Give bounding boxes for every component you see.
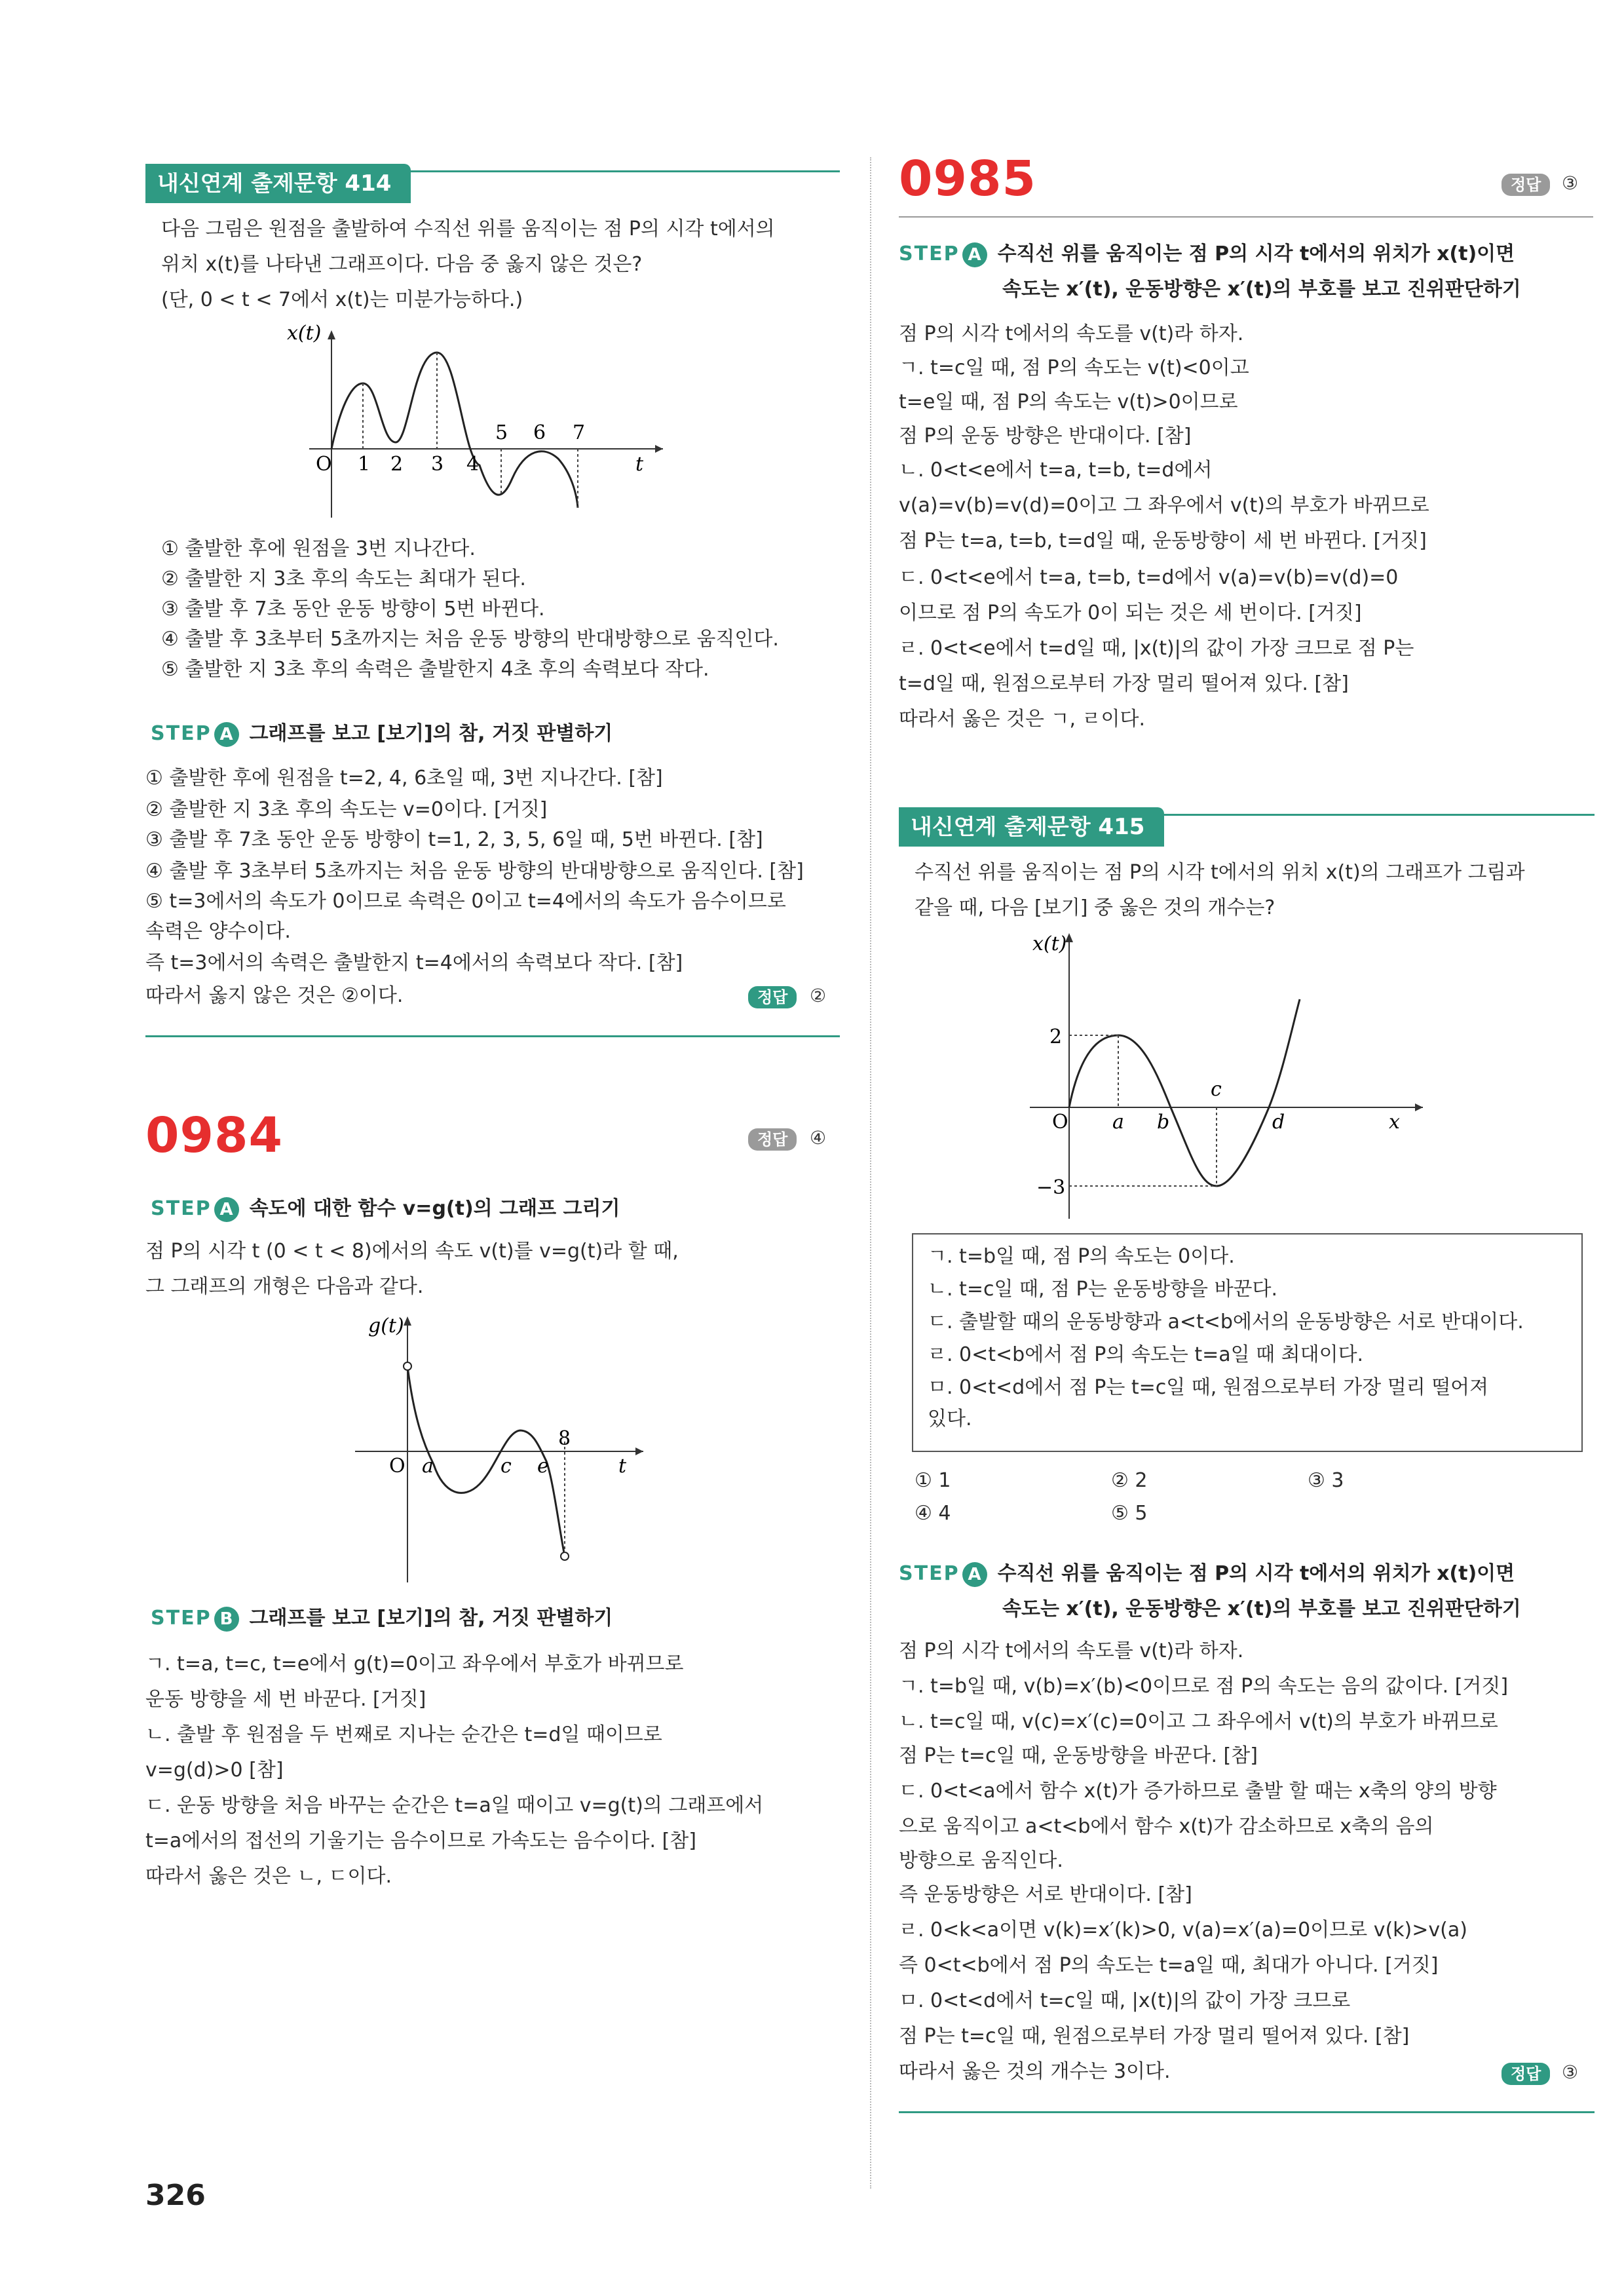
option-2: ② 출발한 지 3초 후의 속도는 최대가 된다.	[161, 567, 526, 590]
left-column	[145, 0, 840, 2162]
step-b-heading-0984	[151, 1605, 613, 1632]
open-endpoint	[561, 1552, 569, 1560]
label-minus3: −3	[1036, 1176, 1066, 1199]
header-rule	[899, 216, 1593, 218]
solution-line: 점 P의 시각 t에서의 속도를 v(t)라 하자.	[899, 1639, 1244, 1662]
answer-badge: 정답	[1501, 174, 1550, 196]
origin-label: O	[1052, 1111, 1068, 1134]
problem-number-0984: 0984	[145, 1107, 283, 1164]
step-word: STEP	[151, 722, 212, 745]
section-rule	[145, 1035, 840, 1037]
exam-414-header: 내신연계 출제문항 414	[145, 164, 411, 203]
solution-line: ㄷ. 0<t<a에서 함수 x(t)가 증가하므로 출발 할 때는 x축의 양의 방향	[899, 1780, 1497, 1803]
solution-line: 점 P의 운동 방향은 반대이다. [참]	[899, 425, 1192, 448]
solution-line: 방향으로 움직인다.	[899, 1849, 1063, 1872]
solution-line: ㅁ. 0<t<d에서 t=c일 때, |x(t)|의 값이 가장 크므로	[899, 1989, 1351, 2012]
y-axis-label: g(t)	[368, 1314, 404, 1337]
bogi-item: ㄱ. t=b일 때, 점 P의 속도는 0이다.	[928, 1245, 1235, 1268]
tick-label: 4	[466, 453, 480, 476]
step-word: STEP	[151, 1197, 212, 1220]
step-letter-badge: A	[214, 1197, 239, 1222]
t-axis-arrow	[1415, 1103, 1423, 1111]
y-axis-label: x(t)	[287, 322, 322, 345]
label-e: e	[537, 1455, 549, 1478]
problem-number-0985: 0985	[899, 151, 1036, 207]
y-axis-label: x(t)	[1032, 932, 1067, 955]
step-title: 그래프를 보고 [보기]의 참, 거짓 판별하기	[249, 1607, 613, 1630]
step-title-line-2: 속도는 x′(t), 운동방향은 x′(t)의 부호를 보고 진위판단하기	[1002, 278, 1521, 301]
column-divider	[870, 157, 871, 2189]
solution-line: t=a에서의 접선의 기울기는 음수이므로 가속도는 음수이다. [참]	[145, 1829, 696, 1852]
solution-line: 따라서 옳은 것의 개수는 3이다.	[899, 2060, 1171, 2083]
tick-label: 7	[573, 421, 586, 444]
solution-line: ㄴ. 출발 후 원점을 두 번째로 지나는 순간은 t=d일 때이므로	[145, 1723, 662, 1746]
page-number: 326	[145, 2179, 206, 2212]
solution-line: ㄴ. t=c일 때, v(c)=x′(c)=0이고 그 좌우에서 v(t)의 부호가 바뀌므로	[899, 1710, 1498, 1733]
answer-value: ④	[810, 1127, 827, 1149]
answer-badge: 정답	[748, 986, 797, 1008]
exam-414-header-rule	[145, 170, 840, 172]
exam-414-question-line: 다음 그림은 원점을 출발하여 수직선 위를 움직이는 점 P의 시각 t에서의	[161, 218, 775, 240]
t-axis-arrow	[635, 1447, 643, 1455]
step-title-line: 수직선 위를 움직이는 점 P의 시각 t에서의 위치가 x(t)이면	[997, 1562, 1515, 1585]
label-a: a	[1112, 1111, 1124, 1134]
answer-badge: 정답	[748, 1128, 797, 1151]
solution-line: 으로 움직이고 a<t<b에서 함수 x(t)가 감소하므로 x축의 음의	[899, 1815, 1434, 1838]
position-graph-415	[1030, 924, 1423, 1219]
label-d: d	[1272, 1111, 1285, 1134]
step-a-heading-0985	[899, 241, 1515, 267]
solution-line: ㄷ. 0<t<e에서 t=a, t=b, t=d에서 v(a)=v(b)=v(d)=0	[899, 566, 1399, 589]
position-graph-414	[287, 321, 663, 518]
label-b: b	[1157, 1111, 1170, 1134]
solution-line: ㄱ. t=b일 때, v(b)=x′(b)<0이므로 점 P의 속도는 음의 값이다. [거짓]	[899, 1675, 1509, 1698]
x-axis-label: x	[1389, 1111, 1400, 1134]
label-c: c	[500, 1455, 512, 1478]
step-word: STEP	[899, 1562, 960, 1585]
solution-line: ② 출발한 지 3초 후의 속도는 v=0이다. [거짓]	[145, 798, 548, 821]
solution-line: ㄴ. 0<t<e에서 t=a, t=b, t=d에서	[899, 459, 1213, 482]
solution-line: 점 P는 t=a, t=b, t=d일 때, 운동방향이 세 번 바뀐다. [거짓]	[899, 529, 1427, 552]
intro-line: 점 P의 시각 t (0 < t < 8)에서의 속도 v(t)를 v=g(t)라 할 때,	[145, 1240, 679, 1263]
choice-4: ④ 4	[915, 1502, 951, 1525]
solution-line: 점 P는 t=c일 때, 운동방향을 바꾼다. [참]	[899, 1744, 1258, 1767]
label-c: c	[1211, 1078, 1222, 1101]
answer-value: ②	[810, 985, 827, 1006]
section-rule	[899, 2111, 1595, 2113]
tick-label: 5	[495, 421, 508, 444]
solution-line: 즉 t=3에서의 속력은 출발한지 t=4에서의 속력보다 작다. [참]	[145, 951, 683, 974]
solution-line: ① 출발한 후에 원점을 t=2, 4, 6초일 때, 3번 지나간다. [참]	[145, 767, 663, 790]
solution-line: 점 P의 시각 t에서의 속도를 v(t)라 하자.	[899, 322, 1244, 345]
g-axis-arrow	[404, 1316, 411, 1326]
choice-1: ① 1	[915, 1469, 951, 1492]
tick-label: 6	[533, 421, 546, 444]
solution-line: 따라서 옳은 것은 ㄴ, ㄷ이다.	[145, 1865, 392, 1888]
solution-line: 이므로 점 P의 속도가 0이 되는 것은 세 번이다. [거짓]	[899, 602, 1362, 624]
step-word: STEP	[151, 1607, 212, 1630]
option-4: ④ 출발 후 3초부터 5초까지는 처음 운동 방향의 반대방향으로 움직인다.	[161, 628, 779, 651]
step-a-heading-0984	[151, 1196, 620, 1222]
origin-label: O	[316, 453, 332, 476]
option-1: ① 출발한 후에 원점을 3번 지나간다.	[161, 537, 476, 560]
step-title: 그래프를 보고 [보기]의 참, 거짓 판별하기	[249, 722, 613, 745]
solution-line: 따라서 옳은 것은 ㄱ, ㄹ이다.	[899, 708, 1145, 731]
bogi-item: ㄷ. 출발할 때의 운동방향과 a<t<b에서의 운동방향은 서로 반대이다.	[928, 1311, 1524, 1333]
option-5: ⑤ 출발한 지 3초 후의 속력은 출발한지 4초 후의 속력보다 작다.	[161, 658, 709, 681]
t-axis-label: t	[635, 453, 644, 476]
solution-line: ㄱ. t=c일 때, 점 P의 속도는 v(t)<0이고	[899, 356, 1249, 379]
solution-line: v=g(d)>0 [참]	[145, 1759, 284, 1782]
option-3: ③ 출발 후 7초 동안 운동 방향이 5번 바뀐다.	[161, 598, 545, 621]
label-a: a	[422, 1455, 434, 1478]
step-a-heading-415	[899, 1561, 1515, 1587]
step-word: STEP	[899, 242, 960, 265]
bogi-item: 있다.	[928, 1407, 972, 1430]
bogi-item: ㄴ. t=c일 때, 점 P는 운동방향을 바꾼다.	[928, 1278, 1278, 1301]
open-endpoint	[404, 1362, 411, 1370]
t-axis-label: t	[618, 1455, 627, 1478]
exam-414-question-line: (단, 0 < t < 7에서 x(t)는 미분가능하다.)	[161, 288, 523, 311]
choice-3: ③ 3	[1308, 1469, 1344, 1492]
solution-line: 즉 운동방향은 서로 반대이다. [참]	[899, 1883, 1192, 1906]
label-2: 2	[1049, 1025, 1063, 1048]
solution-line: t=e일 때, 점 P의 속도는 v(t)>0이므로	[899, 391, 1238, 413]
t-axis-arrow	[655, 445, 663, 453]
solution-line: v(a)=v(b)=v(d)=0이고 그 좌우에서 v(t)의 부호가 바뀌므로	[899, 494, 1429, 517]
step-title-line-2: 속도는 x′(t), 운동방향은 x′(t)의 부호를 보고 진위판단하기	[1002, 1598, 1521, 1620]
tick-label: 2	[390, 453, 404, 476]
solution-line: ④ 출발 후 3초부터 5초까지는 처음 운동 방향의 반대방향으로 움직인다. [참]	[145, 860, 804, 883]
solution-line: ㄹ. 0<k<a이면 v(k)=x′(k)>0, v(a)=x′(a)=0이므로 v(k)>v(a)	[899, 1919, 1467, 1942]
right-column	[899, 0, 1595, 2162]
answer-value: ③	[1562, 2061, 1579, 2083]
choice-2: ② 2	[1111, 1469, 1148, 1492]
step-a-heading-414	[151, 721, 613, 747]
solution-line: ㄷ. 운동 방향을 처음 바꾸는 순간은 t=a일 때이고 v=g(t)의 그래프에서	[145, 1794, 764, 1817]
tick-label: 3	[431, 453, 444, 476]
bogi-item: ㄹ. 0<t<b에서 점 P의 속도는 t=a일 때 최대이다.	[928, 1343, 1364, 1366]
solution-line: ⑤ t=3에서의 속도가 0이므로 속력은 0이고 t=4에서의 속도가 음수이므로	[145, 890, 786, 913]
solution-line: t=d일 때, 원점으로부터 가장 멀리 떨어져 있다. [참]	[899, 672, 1349, 695]
step-title-line: 수직선 위를 움직이는 점 P의 시각 t에서의 위치가 x(t)이면	[997, 242, 1515, 265]
exam-415-header: 내신연계 출제문항 415	[899, 807, 1164, 847]
exam-415-header-rule	[899, 814, 1595, 816]
answer-value: ③	[1562, 172, 1579, 194]
solution-line: 점 P는 t=c일 때, 원점으로부터 가장 멀리 떨어져 있다. [참]	[899, 2025, 1410, 2048]
solution-line: 운동 방향을 세 번 바꾼다. [거짓]	[145, 1688, 426, 1711]
answer-badge: 정답	[1501, 2063, 1550, 2085]
step-letter-badge: A	[214, 722, 239, 747]
solution-line: ㄹ. 0<t<e에서 t=d일 때, |x(t)|의 값이 가장 크므로 점 P는	[899, 637, 1414, 660]
x-axis-arrow	[328, 330, 335, 339]
step-letter-badge: B	[214, 1607, 239, 1632]
tick-label: 1	[358, 453, 371, 476]
origin-label: O	[389, 1455, 406, 1478]
exam-415-question-line: 같을 때, 다음 [보기] 중 옳은 것의 개수는?	[915, 896, 1275, 919]
solution-line: ③ 출발 후 7초 동안 운동 방향이 t=1, 2, 3, 5, 6일 때, 5번 바뀐다. [참]	[145, 828, 763, 851]
intro-line: 그 그래프의 개형은 다음과 같다.	[145, 1275, 424, 1298]
step-title: 속도에 대한 함수 v=g(t)의 그래프 그리기	[249, 1197, 620, 1220]
velocity-graph-0984	[349, 1307, 643, 1582]
step-letter-badge: A	[962, 1562, 987, 1587]
solution-line: 속력은 양수이다.	[145, 920, 291, 943]
bogi-item: ㅁ. 0<t<d에서 점 P는 t=c일 때, 원점으로부터 가장 멀리 떨어져	[928, 1376, 1489, 1399]
solution-line: 따라서 옳지 않은 것은 ②이다.	[145, 984, 404, 1007]
exam-415-question-line: 수직선 위를 움직이는 점 P의 시각 t에서의 위치 x(t)의 그래프가 그림과	[915, 861, 1525, 884]
label-8: 8	[558, 1427, 571, 1450]
step-letter-badge: A	[962, 242, 987, 267]
position-curve	[1069, 999, 1300, 1186]
exam-414-question-line: 위치 x(t)를 나타낸 그래프이다. 다음 중 옳지 않은 것은?	[161, 253, 643, 276]
solution-line: ㄱ. t=a, t=c, t=e에서 g(t)=0이고 좌우에서 부호가 바뀌므로	[145, 1653, 684, 1675]
choice-5: ⑤ 5	[1111, 1502, 1148, 1525]
solution-line: 즉 0<t<b에서 점 P의 속도는 t=a일 때, 최대가 아니다. [거짓]	[899, 1954, 1439, 1977]
